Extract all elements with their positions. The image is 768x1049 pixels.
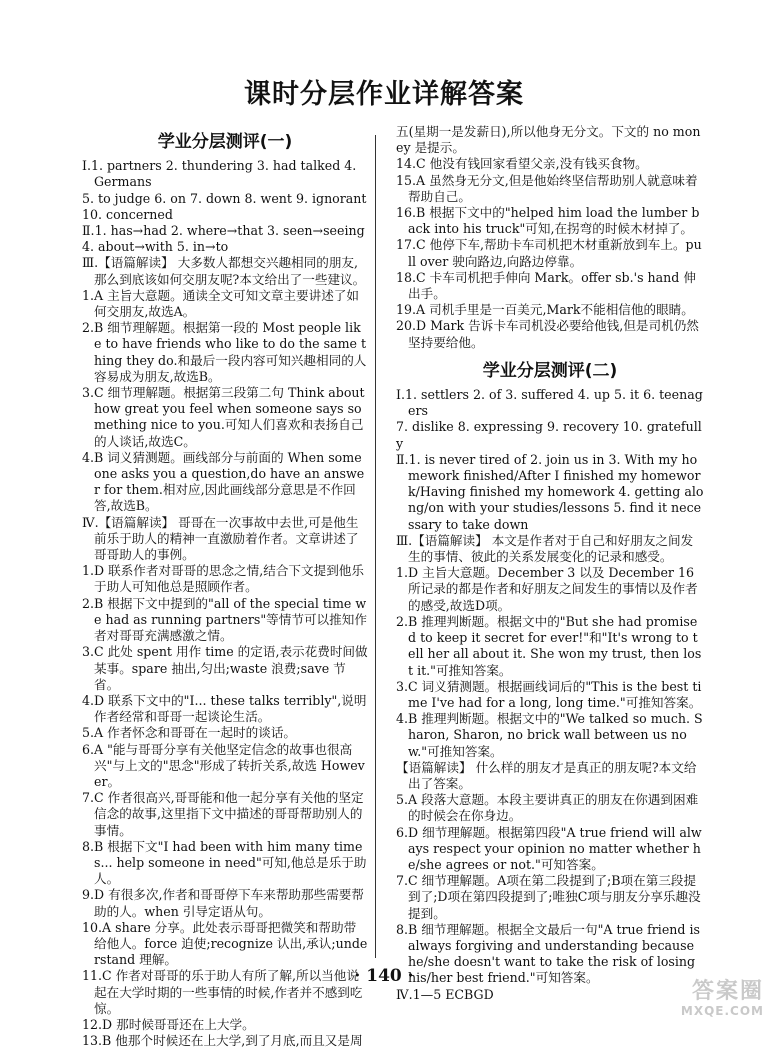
answer-line: 11.C 作者对哥哥的乐于助人有所了解,所以当他说起在大学时期的一些事情的时候,作者并不感到吃惊。 [82, 968, 363, 1016]
answer-line: 10. concerned [82, 206, 173, 222]
answer-line: 3.C 词义猜测题。根据画线词后的"This is the best time I've had for a long, long time."可推知答案。 [396, 678, 702, 710]
answer-line: 9.D 有很多次,作者和哥哥停下车来帮助那些需要帮助的人。when 引导定语从句。 [82, 887, 364, 919]
answer-line: 1.A 主旨大意题。通读全文可知文章主要讲述了如何交朋友,故选A。 [82, 287, 359, 320]
section-title-1: 学业分层测评(一) [157, 132, 293, 152]
answer-line: 8.B 根据下文"I had been with him many times... help someone in need"可知,他总是乐于助人。 [82, 838, 367, 887]
answer-line: 5.A 段落大意题。本段主要讲真正的朋友在你遇到困难的时候会在你身边。 [396, 792, 699, 824]
answer-line: Ⅰ.1. partners 2. thundering 3. had talked 4. Germans [82, 158, 357, 190]
left-column [82, 128, 368, 1049]
answer-line: 1.D 联系作者对哥哥的思念之情,结合下文提到他乐于助人可知他总是照顾作者。 [82, 563, 364, 595]
answer-line: 2.B 根据下文中提到的"all of the special time we had as running partners"等情节可以推知作者对哥哥充满感激之情。 [82, 595, 367, 644]
answer-line: 4. about→with 5. in→to [82, 239, 229, 255]
answer-line: 5.A 作者怀念和哥哥在一起时的谈话。 [82, 725, 297, 741]
page-title: 课时分层作业详解答案 [244, 79, 524, 110]
answer-line: Ⅳ.1—5 ECBGD [396, 986, 494, 1002]
answer-line: 7.C 细节理解题。A项在第二段提到了;B项在第三段提到了;D项在第四段提到了;唯独C项与朋友分享乐趣没提到。 [396, 873, 701, 921]
answer-line: 7.C 作者很高兴,哥哥能和他一起分享有关他的坚定信念的故事,这里指下文中描述的哥哥帮助别人的事情。 [82, 790, 364, 838]
answer-line: Ⅱ.1. is never tired of 2. join us in 3. With my homework finished/After I finished my homework/Having finished my homework 4. getting along/on with your studies/lessons 5. find it necessary to take down [396, 451, 704, 532]
watermark-text-bottom: MXQE.COM [680, 1004, 764, 1018]
left-column-lines [82, 158, 368, 1049]
answer-line: 8.B 细节理解题。根据全文最后一句"A true friend is always forgiving and understanding because he/she doesn't want to take the risk of losing his/her best friend."可知答案。 [396, 921, 700, 986]
answer-line: 7. dislike 8. expressing 9. recovery 10. gratefully [396, 419, 702, 451]
answer-line: 4.D 联系下文中的"I... these talks terribly",说明作者经常和哥哥一起谈论生活。 [82, 692, 367, 725]
answer-line: 4.B 词义猜测题。画线部分与前面的 When someone asks you a question,do have an answer for them.相对应,因此画线部分意思是不作回答,故选B。 [82, 449, 365, 514]
answer-line: 20.D Mark 告诉卡车司机没必要给他钱,但是司机仍然坚持要给他。 [396, 318, 699, 350]
answer-line: Ⅳ.【语篇解读】 哥哥在一次事故中去世,可是他生前乐于助人的精神一直激励着作者。文章讲述了哥哥助人的事例。 [82, 514, 359, 563]
answer-line: 19.A 司机手里是一百美元,Mark不能相信他的眼睛。 [396, 302, 694, 318]
answer-line: Ⅰ.1. settlers 2. of 3. suffered 4. up 5. it 6. teenagers [396, 387, 703, 419]
answer-line: Ⅲ.【语篇解读】 本文是作者对于自己和好朋友之间发生的事情、彼此的关系发展变化的记录和感受。 [396, 532, 694, 565]
watermark-logo [668, 980, 764, 1020]
answer-line: 17.C 他停下车,帮助卡车司机把木材重新放到车上。pull over 驶向路边,向路边停靠。 [396, 237, 702, 269]
answer-line: 18.C 卡车司机把手伸向 Mark。offer sb.'s hand 伸出手。 [396, 269, 696, 302]
answer-line: 五(星期一是发薪日),所以他身无分文。下文的 no money 是提示。 [396, 124, 701, 156]
answer-line: 2.B 推理判断题。根据文中的"But she had promised to keep it secret for ever!"和"It's wrong to tell her all about it. She won my trust, then lost it."可推知答案。 [396, 613, 702, 678]
right-column-top-lines [396, 124, 704, 351]
answer-line: 10.A share 分享。此处表示哥哥把微笑和帮助带给他人。force 迫使;recognize 认出,承认;understand 理解。 [82, 919, 368, 968]
section-title-2: 学业分层测评(二) [482, 360, 618, 381]
answer-line: 14.C 他没有钱回家看望父亲,没有钱买食物。 [396, 156, 648, 172]
page-number: · 140 · [354, 966, 414, 986]
right-column-bottom-lines [396, 387, 704, 1003]
watermark-text-top: 答案圈 [691, 979, 764, 1004]
answer-line: 6.A "能与哥哥分享有关他坚定信念的故事也很高兴"与上文的"思念"形成了转折关系,故选 However。 [82, 741, 365, 789]
answer-line: Ⅱ.1. has→had 2. where→that 3. seen→seeing [82, 223, 365, 239]
answer-line: 12.D 那时候哥哥还在上大学。 [82, 1016, 255, 1032]
right-column [396, 124, 704, 1003]
answer-line: Ⅲ.【语篇解读】 大多数人都想交兴趣相同的朋友,那么到底该如何交朋友呢?本文给出了一些建议。 [82, 255, 366, 287]
answer-line: 3.C 细节理解题。根据第三段第二句 Think about how great you feel when someone says something nice to you.可知人们喜欢和表扬自己的人谈话,故选C。 [82, 385, 365, 449]
answer-line: 16.B 根据下文中的"helped him load the lumber back into his truck"可知,在拐弯的时候木材掉了。 [396, 205, 700, 237]
answer-line: 4.B 推理判断题。根据文中的"We talked so much. Sharon, Sharon, no brick wall between us now."可推知答案。 [396, 711, 703, 759]
answer-line: 5. to judge 6. on 7. down 8. went 9. ignorant [82, 190, 367, 206]
answer-line: 【语篇解读】 什么样的朋友才是真正的朋友呢?本文给出了答案。 [396, 759, 697, 791]
answer-line: 13.B 他那个时候还在上大学,到了月底,而且又是周 [82, 1033, 363, 1049]
answer-line: 15.A 虽然身无分文,但是他始终坚信帮助别人就意味着帮助自己。 [396, 172, 698, 204]
answer-line: 3.C 此处 spent 用作 time 的定语,表示花费时间做某事。spare 抽出,匀出;waste 浪费;save 节省。 [82, 644, 368, 692]
answer-line: 6.D 细节理解题。根据第四段"A true friend will always respect your opinion no matter whether he/she agrees or not."可知答案。 [396, 824, 702, 872]
answer-line: 2.B 细节理解题。根据第一段的 Most people like to have friends who like to do the same thing they do.和最后一段内容可知兴趣相同的人容易成为朋友,故选B。 [82, 320, 367, 384]
answer-line: 1.D 主旨大意题。December 3 以及 December 16 所记录的都是作者和好朋友之间发生的事情以及作者的感受,故选D项。 [396, 565, 698, 613]
column-divider [375, 135, 376, 958]
